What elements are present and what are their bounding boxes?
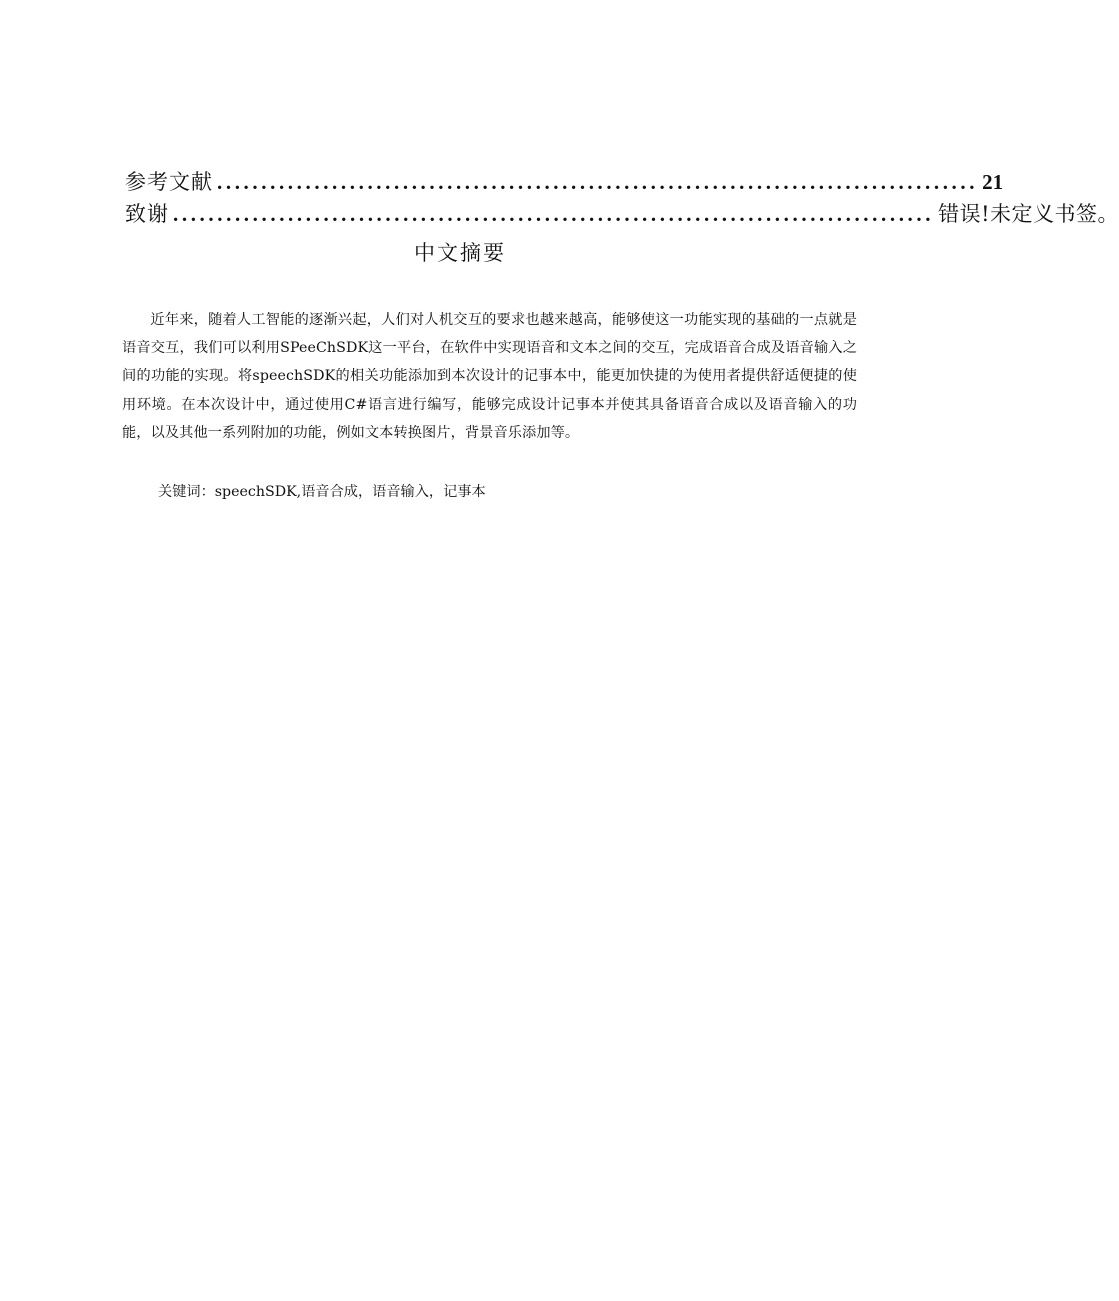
toc-dot-leader: ......................................................................................	[173, 202, 935, 226]
toc-page-number: 21	[982, 170, 1004, 194]
toc-entry-acknowledgements[interactable]	[125, 198, 1119, 230]
abstract-body: 近年来，随着人工智能的逐渐兴起，人们对人机交互的要求也越来越高，能够使这一功能实现的基础的一点就是语音交互，我们可以利用SPeeChSDK这一平台，在软件中实现语音和文本之间的交互，完成语音合成及语音输入之间的功能的实现。将speechSDK的相关功能添加到本次设计的记事本中，能更加快捷的为使用者提供舒适便捷的使用环境。在本次设计中，通过使用C#语言进行编写，能够完成设计记事本并使其具备语音合成以及语音输入的功能，以及其他一系列附加的功能，例如文本转换图片，背景音乐添加等。	[122, 312, 857, 441]
toc-dot-leader: ......................................................................................	[217, 170, 979, 194]
toc-page-error-text: 错误!未定义书签。	[938, 202, 1119, 226]
toc-entry-title: 参考文献	[125, 170, 213, 194]
abstract-keywords: 关键词：speechSDK,语音合成，语音输入，记事本	[158, 484, 486, 500]
abstract-heading: 中文摘要	[414, 241, 506, 265]
table-of-contents	[125, 166, 1119, 230]
toc-entry-title: 致谢	[125, 202, 169, 226]
toc-entry-references[interactable]	[125, 166, 1004, 198]
